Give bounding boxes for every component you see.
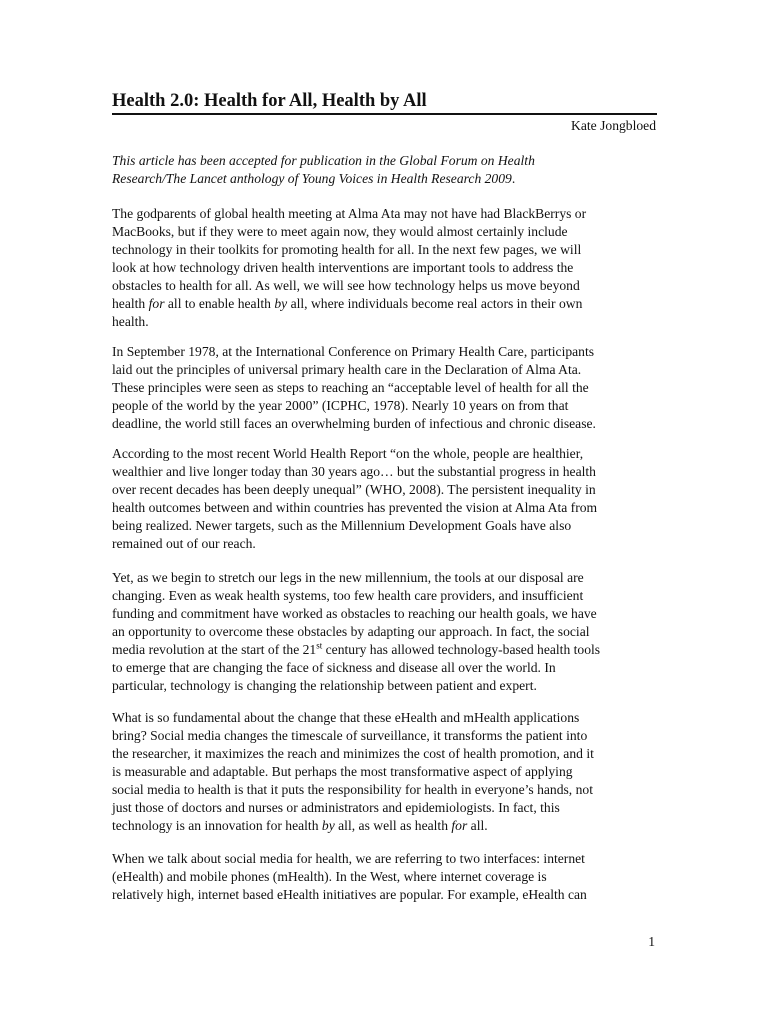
text-line: The godparents of global health meeting at Alma Ata may not have had BlackBerrys or xyxy=(112,206,587,221)
paragraph xyxy=(112,850,657,904)
text-line: to emerge that are changing the face of sickness and disease all over the world. In xyxy=(112,660,556,675)
text-span: all, as well as health xyxy=(334,818,452,833)
text-line: remained out of our reach. xyxy=(112,536,256,551)
paragraph xyxy=(112,709,657,835)
author-name: Kate Jongbloed xyxy=(571,118,656,133)
paragraph xyxy=(112,343,657,433)
text-span: century has allowed technology-based health tools xyxy=(322,642,601,657)
text-line: deadline, the world still faces an overwhelming burden of infectious and chronic disease. xyxy=(112,416,596,431)
text-line xyxy=(112,641,657,659)
page-number: 1 xyxy=(648,934,655,949)
text-span: . xyxy=(511,171,516,186)
emphasis: for xyxy=(148,296,165,311)
text-line: In September 1978, at the International Conference on Primary Health Care, participants xyxy=(112,344,595,359)
text-span: health xyxy=(112,296,149,311)
text-line: Yet, as we begin to stretch our legs in the new millennium, the tools at our disposal are xyxy=(112,570,584,585)
text-line: social media to health is that it puts the responsibility for health in everyone’s hands, not xyxy=(112,782,593,797)
text-line xyxy=(112,170,657,188)
text-span: all. xyxy=(467,818,488,833)
text-line: wealthier and live longer today than 30 years ago… but the substantial progress in health xyxy=(112,464,596,479)
text-line: What is so fundamental about the change that these eHealth and mHealth applications xyxy=(112,710,580,725)
text-span: all to enable health xyxy=(164,296,275,311)
emphasis: by xyxy=(274,296,288,311)
text-line: an opportunity to overcome these obstacles by adapting our approach. In fact, the social xyxy=(112,624,590,639)
text-line: over recent decades has been deeply unequal” (WHO, 2008). The persistent inequality in xyxy=(112,482,596,497)
text-line: health outcomes between and within countries has prevented the vision at Alma Ata from xyxy=(112,500,598,515)
text-span: Research/The Lancet anthology of Young Voices in Health Research 2009 xyxy=(112,171,512,186)
emphasis: by xyxy=(321,818,335,833)
text-line: particular, technology is changing the relationship between patient and expert. xyxy=(112,678,537,693)
text-line: technology in their toolkits for promoting health for all. In the next few pages, we will xyxy=(112,242,582,257)
text-line: When we talk about social media for health, we are referring to two interfaces: internet xyxy=(112,851,585,866)
text-line: obstacles to health for all. As well, we will see how technology helps us move beyond xyxy=(112,278,580,293)
text-line: relatively high, internet based eHealth initiatives are popular. For example, eHealth can xyxy=(112,887,587,902)
paragraph xyxy=(112,445,657,553)
text-span: technology is an innovation for health xyxy=(112,818,322,833)
text-line: MacBooks, but if they were to meet again now, they would almost certainly include xyxy=(112,224,568,239)
text-line: These principles were seen as steps to reaching an “acceptable level of health for all the xyxy=(112,380,589,395)
text-line: bring? Social media changes the timescale of surveillance, it transforms the patient into xyxy=(112,728,588,743)
text-line: just those of doctors and nurses or administrators and epidemiologists. In fact, this xyxy=(112,800,560,815)
text-line: people of the world by the year 2000” (ICPHC, 1978). Nearly 10 years on from that xyxy=(112,398,569,413)
publication-note xyxy=(112,152,657,188)
emphasis: for xyxy=(451,818,468,833)
text-line: funding and commitment have worked as obstacles to reaching our health goals, we have xyxy=(112,606,597,621)
text-span: media revolution at the start of the 21 xyxy=(112,642,317,657)
text-line: This article has been accepted for publication in the Global Forum on Health xyxy=(112,153,535,168)
text-line: (eHealth) and mobile phones (mHealth). In the West, where internet coverage is xyxy=(112,869,547,884)
text-line: changing. Even as weak health systems, too few health care providers, and insufficient xyxy=(112,588,584,603)
text-line: health. xyxy=(112,314,149,329)
text-line: laid out the principles of universal primary health care in the Declaration of Alma Ata. xyxy=(112,362,582,377)
superscript: st xyxy=(316,640,323,651)
title-rule xyxy=(112,113,657,115)
text-line: being realized. Newer targets, such as the Millennium Development Goals have also xyxy=(112,518,572,533)
text-line: the researcher, it maximizes the reach and minimizes the cost of health promotion, and it xyxy=(112,746,594,761)
text-line: is measurable and adaptable. But perhaps the most transformative aspect of applying xyxy=(112,764,573,779)
text-span: all, where individuals become real actors in their own xyxy=(287,296,583,311)
paragraph xyxy=(112,205,657,331)
text-line: look at how technology driven health interventions are important tools to address the xyxy=(112,260,574,275)
text-line xyxy=(112,295,657,313)
text-line xyxy=(112,817,657,835)
text-line: According to the most recent World Health Report “on the whole, people are healthier, xyxy=(112,446,584,461)
paragraph xyxy=(112,569,657,695)
document-title: Health 2.0: Health for All, Health by All xyxy=(112,91,427,111)
